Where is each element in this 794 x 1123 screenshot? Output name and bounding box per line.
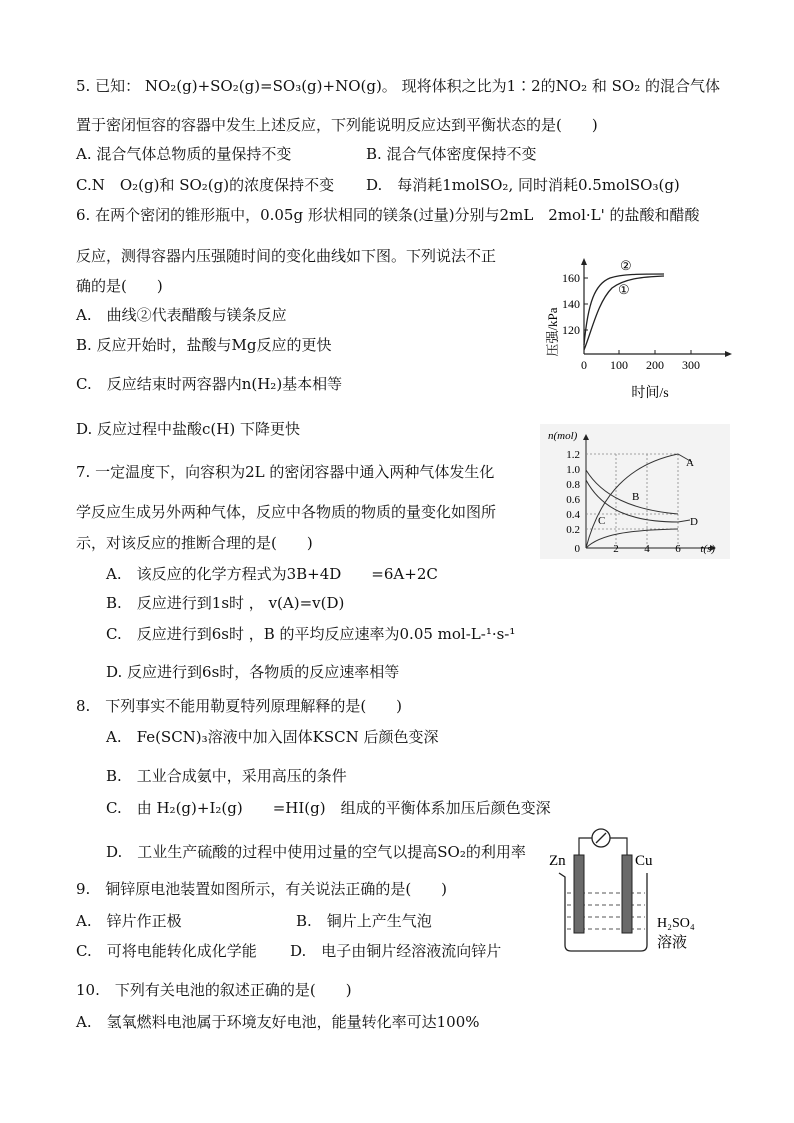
n-tick-1.0: 1.0 (566, 464, 580, 476)
q8-option-c: C. 由 H₂(g)+I₂(g) =HI(g) 组成的平衡体系加压后颜色变深 (106, 799, 551, 817)
copper-label: Cu (635, 853, 653, 869)
q7-stem-line1: 7. 一定温度下，向容积为2L 的密闭容器中通入两种气体发生化 (76, 463, 495, 481)
q9-option-b: B. 铜片上产生气泡 (296, 912, 432, 930)
q7-option-c: C. 反应进行到6s时 ，B 的平均反应速率为0.05 mol-L-¹·s-¹ (106, 625, 516, 643)
t-tick-4: 4 (644, 543, 650, 555)
q5-option-d: D. 每消耗1molSO₂, 同时消耗0.5molSO₃(g) (366, 176, 680, 194)
q9-option-a: A. 锌片作正极 (76, 912, 182, 930)
n-tick-0.6: 0.6 (566, 494, 580, 506)
q7-stem-line2: 学反应生成另外两种气体，反应中各物质的物质的量变化如图所 (76, 503, 497, 521)
n-tick-0.8: 0.8 (566, 479, 580, 491)
t-tick-6: 6 (675, 543, 681, 555)
sulfuric-acid-label: H₂SO₄ (657, 916, 695, 931)
q9-stem: 9. 铜锌原电池装置如图所示，有关说法正确的是( ) (76, 880, 448, 898)
q5-option-a: A. 混合气体总物质的量保持不变 (76, 145, 292, 163)
q8-stem: 8. 下列事实不能用勒夏特列原理解释的是( ) (76, 697, 403, 715)
zinc-electrode (574, 855, 584, 933)
q8-option-d: D. 工业生产硫酸的过程中使用过量的空气以提高SO₂的利用率 (106, 843, 526, 861)
y-tick-140: 140 (562, 297, 580, 311)
q5-option-c: C.N O₂(g)和 SO₂(g)的浓度保持不变 (76, 176, 335, 194)
time-axis-label: 时间/s (631, 386, 669, 401)
y-tick-160: 160 (562, 271, 580, 285)
y-axis-arrow-icon (581, 258, 587, 265)
q7-option-a: A. 该反应的化学方程式为3B+4D =6A+2C (106, 565, 438, 583)
copper-electrode (622, 855, 632, 933)
n-tick-0: 0 (574, 543, 580, 555)
q6-option-d: D. 反应过程中盐酸c(H) 下降更快 (76, 420, 300, 438)
q6-stem-line3: 确的是( ) (76, 277, 163, 295)
q10-stem: 10. 下列有关电池的叙述正确的是( ) (76, 981, 352, 999)
q5-stem-line2: 置于密闭恒容的容器中发生上述反应，下列能说明反应达到平衡状态的是( ) (76, 116, 598, 134)
n-tick-0.4: 0.4 (566, 509, 580, 521)
series-a-label: A (686, 457, 694, 469)
x-tick-0: 0 (581, 358, 587, 372)
q8-option-a: A. Fe(SCN)₃溶液中加入固体KSCN 后颜色变深 (106, 728, 439, 746)
q5-option-b: B. 混合气体密度保持不变 (366, 145, 537, 163)
galvanic-cell-figure (545, 825, 725, 955)
curve-1-label: ① (618, 282, 630, 297)
time-axis-label: t(s) (700, 543, 715, 555)
moles-axis-label: n(mol) (548, 430, 578, 442)
x-tick-300: 300 (682, 358, 700, 372)
q6-option-b: B. 反应开始时，盐酸与Mg反应的更快 (76, 336, 332, 354)
t-tick-2: 2 (613, 543, 619, 555)
q6-stem-line2: 反应，测得容器内压强随时间的变化曲线如下图。下列说法不正 (76, 247, 497, 265)
q8-option-b: B. 工业合成氨中，采用高压的条件 (106, 767, 347, 785)
pressure-axis-label: 压强/kPa (545, 307, 560, 357)
q6-stem-line1: 6. 在两个密闭的锥形瓶中，0.05g 形状相同的镁条(过量)分别与2mL 2mol·L' 的盐酸和醋酸 (76, 206, 700, 224)
q9-option-d: D. 电子由铜片经溶液流向锌片 (290, 942, 502, 960)
q5-stem-line1: 5. 已知： NO₂(g)+SO₂(g)=SO₃(g)+NO(g)。 现将体积之比为1∶2的NO₂ 和 SO₂ 的混合气体 (76, 77, 720, 95)
q6-option-c: C. 反应结束时两容器内n(H₂)基本相等 (76, 375, 343, 393)
x-tick-100: 100 (610, 358, 628, 372)
series-b-label: B (632, 491, 640, 503)
pressure-time-figure (540, 252, 740, 402)
n-tick-1.2: 1.2 (566, 449, 580, 461)
curve-2-label: ② (620, 258, 632, 273)
n-tick-0.2: 0.2 (566, 524, 580, 536)
x-tick-200: 200 (646, 358, 664, 372)
beaker (559, 873, 647, 951)
q6-option-a: A. 曲线②代表醋酸与镁条反应 (76, 306, 287, 324)
zinc-label: Zn (549, 853, 566, 869)
q9-option-c: C. 可将电能转化成化学能 (76, 942, 257, 960)
series-c-label: C (598, 515, 606, 527)
q7-stem-line3: 示，对该反应的推断合理的是( ) (76, 534, 313, 552)
q7-option-b: B. 反应进行到1s时 ， v(A)=v(D) (106, 594, 345, 612)
solution-label: 溶液 (657, 935, 688, 951)
q7-option-d: D. 反应进行到6s时，各物质的反应速率相等 (106, 663, 400, 681)
y-tick-120: 120 (562, 323, 580, 337)
q10-option-a: A. 氢氧燃料电池属于环境友好电池，能量转化率可达100% (76, 1013, 480, 1031)
series-d-label: D (690, 516, 698, 528)
moles-time-figure (540, 424, 730, 559)
x-axis-arrow-icon (725, 351, 732, 357)
